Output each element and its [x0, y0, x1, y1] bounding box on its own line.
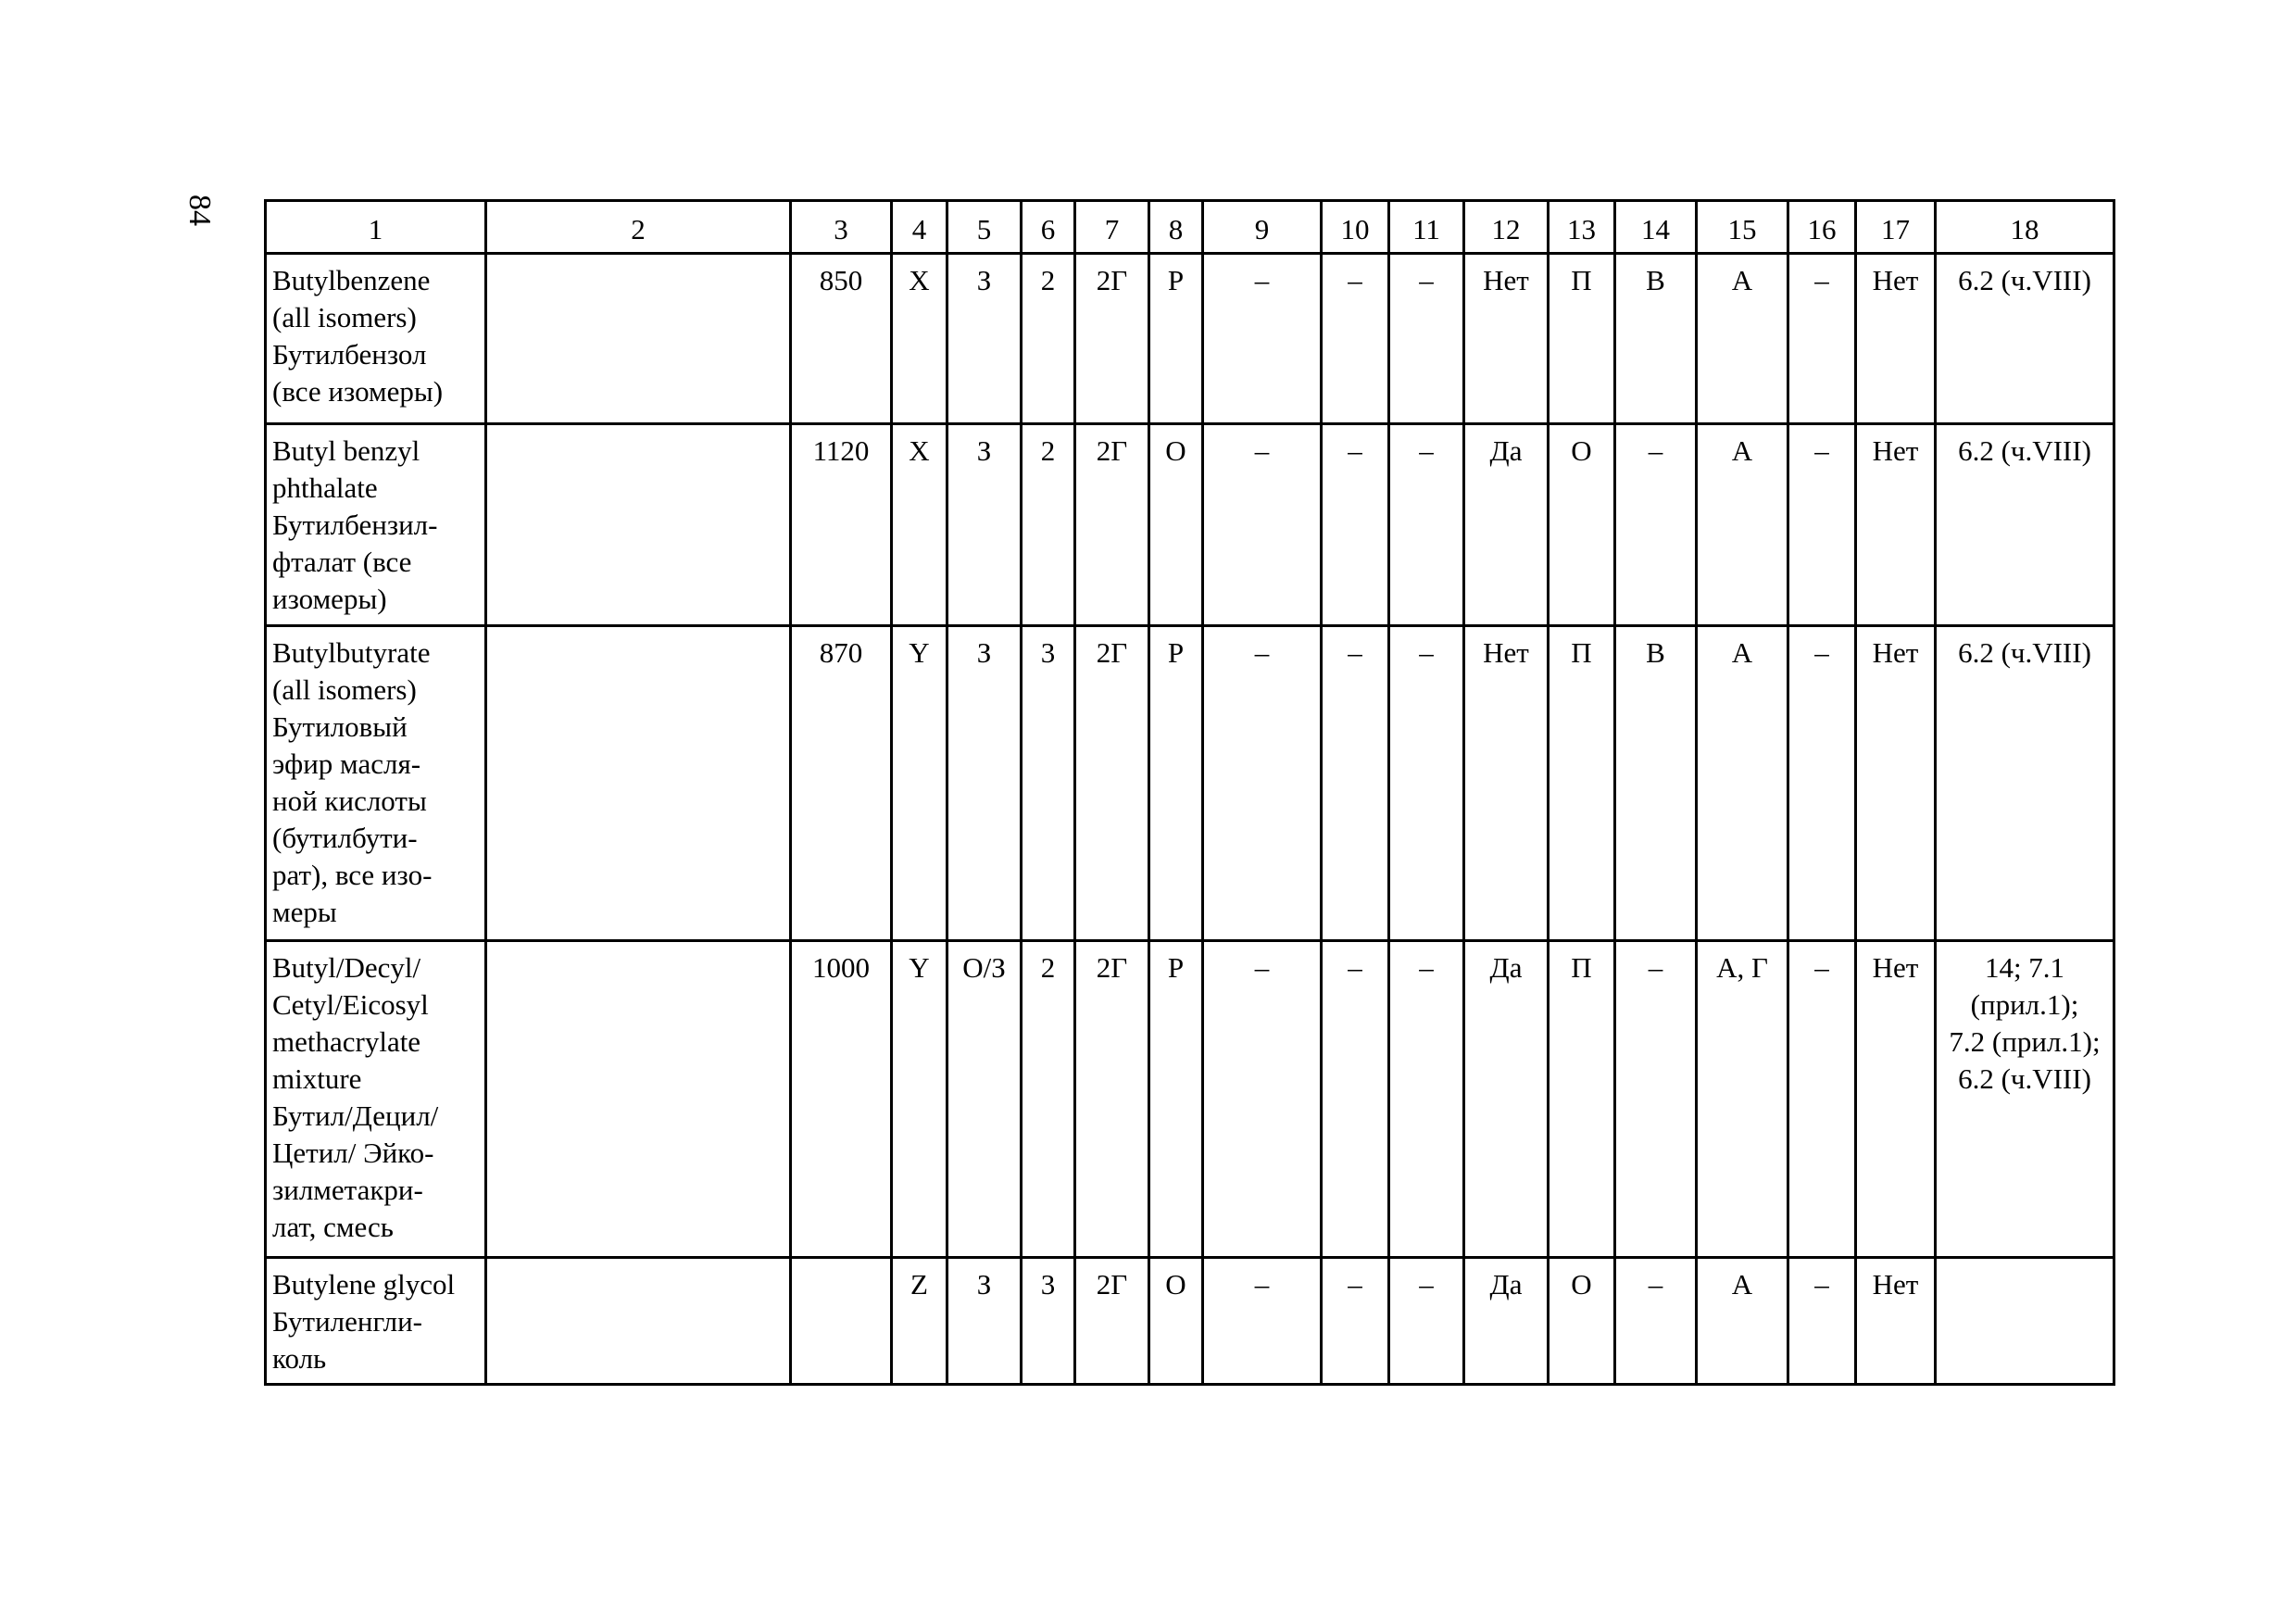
cargo-name-line: Cetyl/Eicosyl: [272, 988, 429, 1021]
cargo-name-line: methacrylate: [272, 1025, 421, 1058]
header-cell: 17: [1856, 201, 1936, 254]
cell-col-15: А: [1697, 424, 1788, 626]
reference-line: 6.2 (ч.VIII): [1958, 264, 2091, 296]
cell-col-9: –: [1203, 626, 1322, 941]
cell-col-3: 870: [791, 626, 892, 941]
cell-col-2: [486, 254, 791, 424]
reference-line: 6.2 (ч.VIII): [1958, 1062, 2091, 1095]
cell-col-15: А: [1697, 626, 1788, 941]
cargo-name-line: Бутилбензол: [272, 338, 427, 371]
cell-col-2: [486, 626, 791, 941]
header-row: [266, 201, 2114, 254]
cell-col-7: 2Г: [1075, 941, 1149, 1258]
cell-col-10: –: [1322, 626, 1389, 941]
header-cell: 3: [791, 201, 892, 254]
cargo-name-line: коль: [272, 1342, 327, 1375]
cell-col-4: X: [892, 424, 947, 626]
cargo-name-cell: [266, 626, 486, 941]
cargo-name-line: Бутиловый: [272, 710, 408, 743]
cargo-name-line: Butylbenzene: [272, 264, 431, 296]
cargo-name-line: ной кислоты: [272, 785, 427, 817]
cell-col-12: Да: [1464, 1258, 1549, 1385]
cell-col-2: [486, 941, 791, 1258]
cell-col-16: –: [1788, 626, 1856, 941]
header-cell: 11: [1389, 201, 1464, 254]
cell-col-13: П: [1549, 626, 1615, 941]
cargo-name-line: изомеры): [272, 583, 387, 615]
cell-col-16: –: [1788, 1258, 1856, 1385]
cell-col-17: Нет: [1856, 626, 1936, 941]
reference-line: 6.2 (ч.VIII): [1958, 434, 2091, 467]
cell-col-6: 3: [1022, 1258, 1075, 1385]
cell-col-14: В: [1615, 626, 1697, 941]
cell-col-10: –: [1322, 1258, 1389, 1385]
cell-col-15: А: [1697, 254, 1788, 424]
cargo-name-line: зилметакри-: [272, 1174, 423, 1206]
cell-col-10: –: [1322, 254, 1389, 424]
cell-col-13: П: [1549, 941, 1615, 1258]
cell-col-7: 2Г: [1075, 626, 1149, 941]
cell-col-16: –: [1788, 254, 1856, 424]
cargo-name-line: Бутиленгли-: [272, 1305, 423, 1338]
cell-col-14: В: [1615, 254, 1697, 424]
table-row: [266, 941, 2114, 1258]
cell-col-4: Z: [892, 1258, 947, 1385]
cell-col-7: 2Г: [1075, 1258, 1149, 1385]
cell-col-12: Нет: [1464, 254, 1549, 424]
cell-col-14: –: [1615, 941, 1697, 1258]
cell-col-9: –: [1203, 424, 1322, 626]
cell-col-12: Да: [1464, 941, 1549, 1258]
header-cell: 7: [1075, 201, 1149, 254]
header-cell: 9: [1203, 201, 1322, 254]
cell-col-16: –: [1788, 941, 1856, 1258]
reference-line: 6.2 (ч.VIII): [1958, 636, 2091, 669]
cell-col-5: З: [947, 1258, 1022, 1385]
cell-col-13: О: [1549, 1258, 1615, 1385]
cell-col-8: О: [1149, 1258, 1203, 1385]
cargo-name-line: эфир масля-: [272, 748, 421, 780]
cell-col-4: Y: [892, 626, 947, 941]
cell-col-12: Нет: [1464, 626, 1549, 941]
cell-col-9: –: [1203, 254, 1322, 424]
header-cell: 14: [1615, 201, 1697, 254]
cargo-name-cell: [266, 941, 486, 1258]
cell-col-7: 2Г: [1075, 424, 1149, 626]
cell-col-11: –: [1389, 254, 1464, 424]
header-cell: 18: [1936, 201, 2114, 254]
table-row: [266, 1258, 2114, 1385]
header-cell: 8: [1149, 201, 1203, 254]
cargo-name-line: (все изомеры): [272, 375, 444, 408]
cell-col-18: [1936, 626, 2114, 941]
table-row: [266, 254, 2114, 424]
cargo-name-line: phthalate: [272, 471, 378, 504]
reference-line: 7.2 (прил.1);: [1949, 1025, 2101, 1058]
cell-col-14: –: [1615, 1258, 1697, 1385]
table-row: [266, 424, 2114, 626]
cell-col-15: А: [1697, 1258, 1788, 1385]
cell-col-5: З: [947, 424, 1022, 626]
cell-col-5: О/З: [947, 941, 1022, 1258]
cell-col-6: 3: [1022, 626, 1075, 941]
cargo-name-line: меры: [272, 896, 337, 928]
header-cell: 2: [486, 201, 791, 254]
cell-col-16: –: [1788, 424, 1856, 626]
cell-col-4: Y: [892, 941, 947, 1258]
reference-line: 14; 7.1: [1984, 951, 2065, 984]
page-number: 84: [182, 195, 217, 226]
cargo-table: [264, 199, 2115, 1386]
header-cell: 5: [947, 201, 1022, 254]
cargo-name-line: Бутил/Децил/: [272, 1100, 439, 1132]
table-body: [266, 254, 2114, 1385]
cargo-name-line: Цетил/ Эйко-: [272, 1137, 434, 1169]
cargo-name-line: Butyl/Decyl/: [272, 951, 421, 984]
header-cell: 6: [1022, 201, 1075, 254]
cargo-name-line: Butyl benzyl: [272, 434, 420, 467]
cargo-name-line: лат, смесь: [272, 1211, 394, 1243]
cell-col-15: А, Г: [1697, 941, 1788, 1258]
header-cell: 12: [1464, 201, 1549, 254]
header-cell: 4: [892, 201, 947, 254]
cell-col-11: –: [1389, 626, 1464, 941]
cell-col-9: –: [1203, 1258, 1322, 1385]
cargo-name-cell: [266, 1258, 486, 1385]
cell-col-6: 2: [1022, 941, 1075, 1258]
cargo-name-cell: [266, 254, 486, 424]
cell-col-10: –: [1322, 424, 1389, 626]
header-cell: 1: [266, 201, 486, 254]
cell-col-6: 2: [1022, 424, 1075, 626]
header-cell: 13: [1549, 201, 1615, 254]
header-cell: 10: [1322, 201, 1389, 254]
cell-col-8: Р: [1149, 941, 1203, 1258]
cell-col-18: [1936, 254, 2114, 424]
cell-col-3: 1000: [791, 941, 892, 1258]
cell-col-9: –: [1203, 941, 1322, 1258]
cell-col-8: Р: [1149, 626, 1203, 941]
cell-col-2: [486, 424, 791, 626]
cell-col-11: –: [1389, 941, 1464, 1258]
cell-col-13: П: [1549, 254, 1615, 424]
cell-col-3: [791, 1258, 892, 1385]
cell-col-13: О: [1549, 424, 1615, 626]
cell-col-2: [486, 1258, 791, 1385]
cell-col-6: 2: [1022, 254, 1075, 424]
cargo-name-line: Бутилбензил-: [272, 509, 438, 541]
cell-col-18: [1936, 424, 2114, 626]
cargo-name-line: mixture: [272, 1062, 362, 1095]
cell-col-7: 2Г: [1075, 254, 1149, 424]
header-cell: 16: [1788, 201, 1856, 254]
cell-col-5: З: [947, 254, 1022, 424]
reference-line: (прил.1);: [1970, 988, 2079, 1021]
cell-col-4: X: [892, 254, 947, 424]
cell-col-17: Нет: [1856, 424, 1936, 626]
cargo-name-line: (all isomers): [272, 301, 417, 333]
cargo-name-line: (бутилбути-: [272, 822, 418, 854]
cell-col-18: [1936, 1258, 2114, 1385]
header-cell: 15: [1697, 201, 1788, 254]
cargo-name-line: Butylbutyrate: [272, 636, 431, 669]
cell-col-10: –: [1322, 941, 1389, 1258]
cargo-name-line: Butylene glycol: [272, 1268, 456, 1301]
cell-col-8: О: [1149, 424, 1203, 626]
cargo-name-line: фталат (все: [272, 546, 412, 578]
cargo-name-line: (all isomers): [272, 673, 417, 706]
cell-col-3: 1120: [791, 424, 892, 626]
table-row: [266, 626, 2114, 941]
cell-col-17: Нет: [1856, 1258, 1936, 1385]
cell-col-11: –: [1389, 424, 1464, 626]
cell-col-18: [1936, 941, 2114, 1258]
cell-col-8: Р: [1149, 254, 1203, 424]
cell-col-11: –: [1389, 1258, 1464, 1385]
cell-col-3: 850: [791, 254, 892, 424]
cell-col-17: Нет: [1856, 254, 1936, 424]
cell-col-14: –: [1615, 424, 1697, 626]
cargo-name-line: рат), все изо-: [272, 859, 433, 891]
cargo-name-cell: [266, 424, 486, 626]
cell-col-17: Нет: [1856, 941, 1936, 1258]
cell-col-12: Да: [1464, 424, 1549, 626]
cell-col-5: З: [947, 626, 1022, 941]
